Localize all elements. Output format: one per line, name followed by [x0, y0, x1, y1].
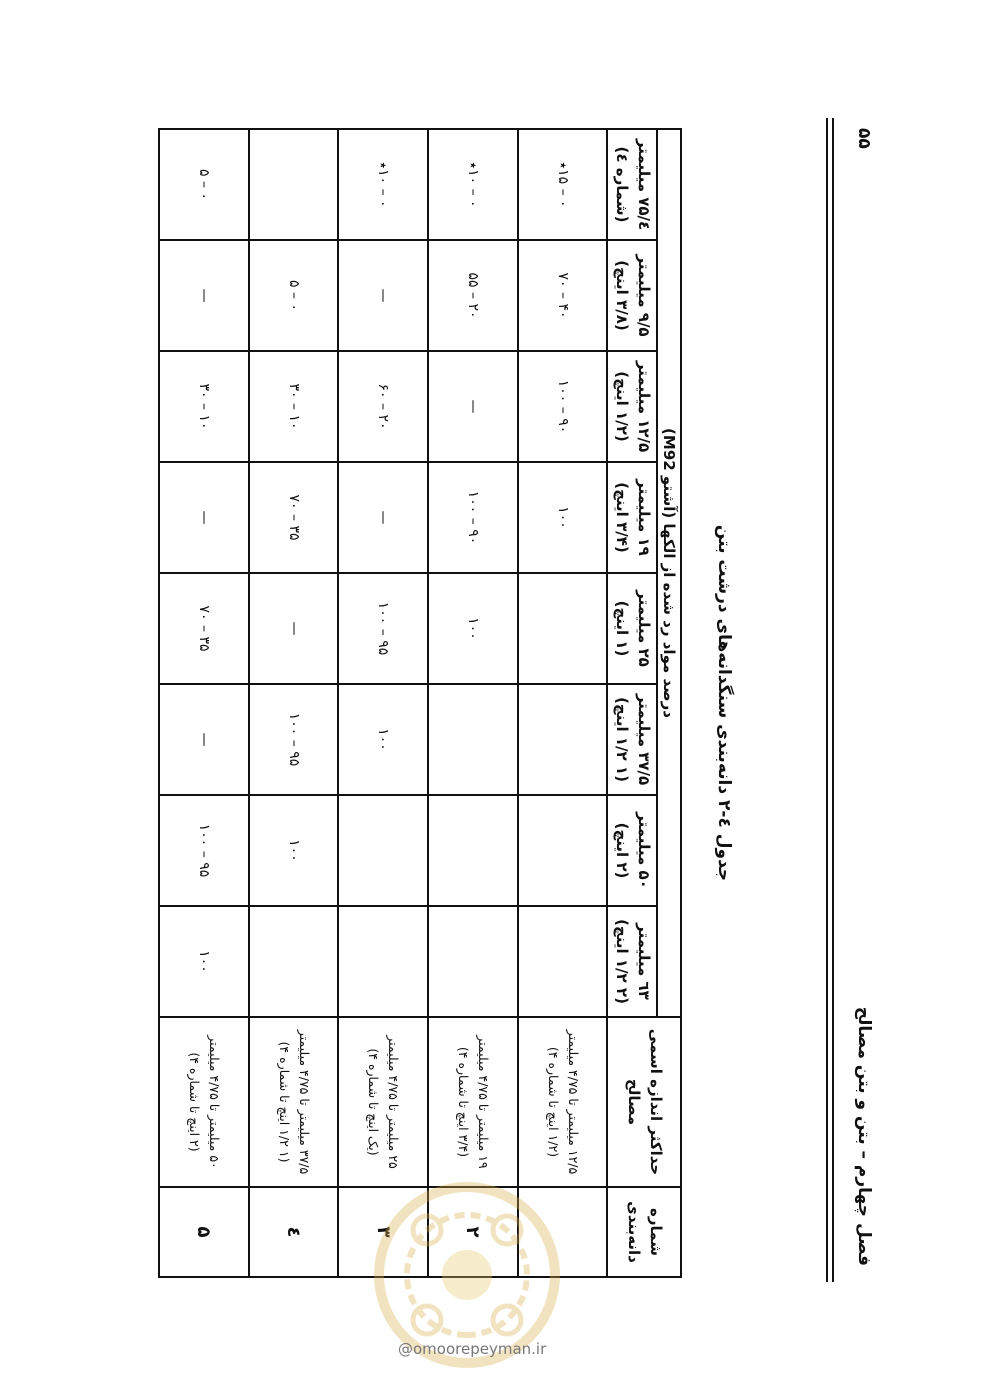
grade-number: ٤ — [249, 1187, 339, 1277]
passing-value — [518, 573, 608, 684]
size-range-line: (۲ اینچ تا شماره ۴) — [186, 1052, 202, 1152]
passing-value: ۰ – ۱۰٭ — [428, 129, 518, 240]
passing-value: ۱۰ – ۳۰ — [249, 351, 339, 462]
passing-value: — — [159, 462, 249, 573]
size-range — [428, 1017, 518, 1187]
sieve-label: (۲ ۱/۲ اینچ) — [613, 919, 632, 1004]
passing-value — [428, 906, 518, 1017]
sieve-label: ۲۵ میلیمتر — [635, 590, 653, 667]
sieve-label: (شماره ٤) — [613, 146, 632, 223]
sieve-label: (۲ اینچ) — [613, 822, 632, 879]
size-range-line: ۳۷/۵ میلیمتر تا ۴/۷۵ میلیمتر — [296, 1029, 312, 1175]
table-row — [159, 129, 249, 1277]
site-icon: @ — [398, 1340, 413, 1358]
passing-value: ۲۰ – ۶۰ — [338, 351, 428, 462]
grade-number: ۳ — [338, 1187, 428, 1277]
passing-value: ۰ – ۱۵٭ — [518, 129, 608, 240]
passing-value — [428, 795, 518, 906]
sieve-header — [608, 351, 658, 462]
size-range-line: ۵۰ میلیمتر تا ۴/۷۵ میلیمتر — [206, 1035, 222, 1169]
page-number: ۵۵ — [854, 128, 874, 149]
passing-value: ۱۰۰ — [159, 906, 249, 1017]
passing-value: — — [159, 240, 249, 351]
sieve-label: ٤/۷۵ میلیمتر — [635, 138, 653, 231]
size-range — [338, 1017, 428, 1187]
passing-value — [249, 906, 339, 1017]
header-rule — [832, 118, 834, 1282]
sieve-label: (۱ اینچ) — [613, 600, 632, 657]
sieve-header — [608, 129, 658, 240]
passing-value: ۹۰ – ۱۰۰ — [518, 351, 608, 462]
passing-value — [518, 906, 608, 1017]
passing-value: ۹۵ – ۱۰۰ — [159, 795, 249, 906]
passing-value — [518, 795, 608, 906]
table-row — [518, 129, 608, 1277]
passing-value: — — [249, 573, 339, 684]
passing-value: ۰ – ۱۰٭ — [338, 129, 428, 240]
sieve-label: (۱/۲ اینچ) — [613, 371, 632, 442]
sieve-label: ۱۲/۵ میلیمتر — [635, 360, 653, 453]
size-range-line: (یک اینچ تا شماره ۴) — [366, 1048, 382, 1156]
chapter-title: فصل چهارم – بتن و بتن مصالح — [854, 1006, 874, 1266]
passing-value: — — [338, 462, 428, 573]
sieve-label: (۳/۸ اینچ) — [613, 260, 632, 331]
passing-value: — — [338, 240, 428, 351]
passing-value: ۹۰ – ۱۰۰ — [428, 462, 518, 573]
table-row — [338, 129, 428, 1277]
table-caption: جدول ٤-٢ دانه‌بندی سنگدانه‌های درشت بتن — [714, 524, 734, 882]
passing-value: ۱۰ – ۳۰ — [159, 351, 249, 462]
sieve-header — [608, 240, 658, 351]
passing-value: ۱۰۰ — [428, 573, 518, 684]
grade-number: ۵ — [159, 1187, 249, 1277]
passing-value — [338, 795, 428, 906]
size-range-line: (۳/۴ اینچ تا شماره ۴) — [455, 1046, 471, 1158]
passing-value: — — [428, 351, 518, 462]
passing-value — [518, 684, 608, 795]
passing-value: ۱۰۰ — [518, 462, 608, 573]
size-range-line: ۱۹ میلیمتر تا ۴/۷۵ میلیمتر — [475, 1035, 491, 1169]
size-range — [249, 1017, 339, 1187]
passing-value: ۱۰۰ — [249, 795, 339, 906]
passing-value: ۰ – ۵ — [249, 240, 339, 351]
sieve-header — [608, 684, 658, 795]
sieve-header — [608, 573, 658, 684]
passing-value — [428, 684, 518, 795]
passing-percent-header: درصد مواد رد شده از الکها (آشتو M92) — [657, 129, 681, 1017]
sieve-header — [608, 795, 658, 906]
sieve-label: ۵۰ میلیمتر — [635, 812, 653, 889]
sieve-header — [608, 462, 658, 573]
passing-value: — — [159, 684, 249, 795]
header-rule — [826, 118, 828, 1282]
passing-value — [249, 129, 339, 240]
site-watermark: @omoorepeyman.ir — [398, 1340, 547, 1358]
table-row — [428, 129, 518, 1277]
sieve-header — [608, 906, 658, 1017]
size-range-line: (۱/۲ اینچ تا شماره ۴) — [545, 1046, 561, 1158]
passing-value: ۹۵ – ۱۰۰ — [249, 684, 339, 795]
passing-value: ۳۵ – ۷۰ — [159, 573, 249, 684]
passing-value: ۲۰ – ۵۵ — [428, 240, 518, 351]
size-range-line: ۱۲/۵ میلیمتر تا ۴/۷۵ میلیمتر — [565, 1029, 581, 1175]
size-range — [518, 1017, 608, 1187]
sieve-label: ٦٣ میلیمتر — [635, 923, 653, 1000]
max-size-header: حداکثر اندازه اسمی مصالح — [608, 1017, 682, 1187]
grade-number-header: شماره دانه‌بندی — [608, 1187, 682, 1277]
passing-value: ۴۰ – ۷۰ — [518, 240, 608, 351]
sieve-label: ۳۷/۵ میلیمتر — [635, 693, 653, 786]
size-range-line: (۱ ۱/۲ اینچ تا شماره ۴) — [276, 1041, 292, 1163]
table-row — [249, 129, 339, 1277]
sieve-label: (۱ ۱/۲ اینچ) — [613, 697, 632, 782]
passing-value: ۹۵ – ۱۰۰ — [338, 573, 428, 684]
size-range — [159, 1017, 249, 1187]
sieve-label: ۱۹ میلیمتر — [635, 479, 653, 556]
passing-value: ۱۰۰ — [338, 684, 428, 795]
grading-table — [158, 128, 682, 1278]
size-range-line: ۲۵ میلیمتر تا ۴/۷۵ میلیمتر — [386, 1035, 402, 1169]
grade-number: ۲ — [428, 1187, 518, 1277]
passing-value: ۳۵ – ۷۰ — [249, 462, 339, 573]
passing-value — [338, 906, 428, 1017]
sieve-label: (۳/۴ اینچ) — [613, 482, 632, 553]
sieve-label: ۹/۵ میلیمتر — [635, 254, 653, 337]
passing-value: ۰ – ۵ — [159, 129, 249, 240]
